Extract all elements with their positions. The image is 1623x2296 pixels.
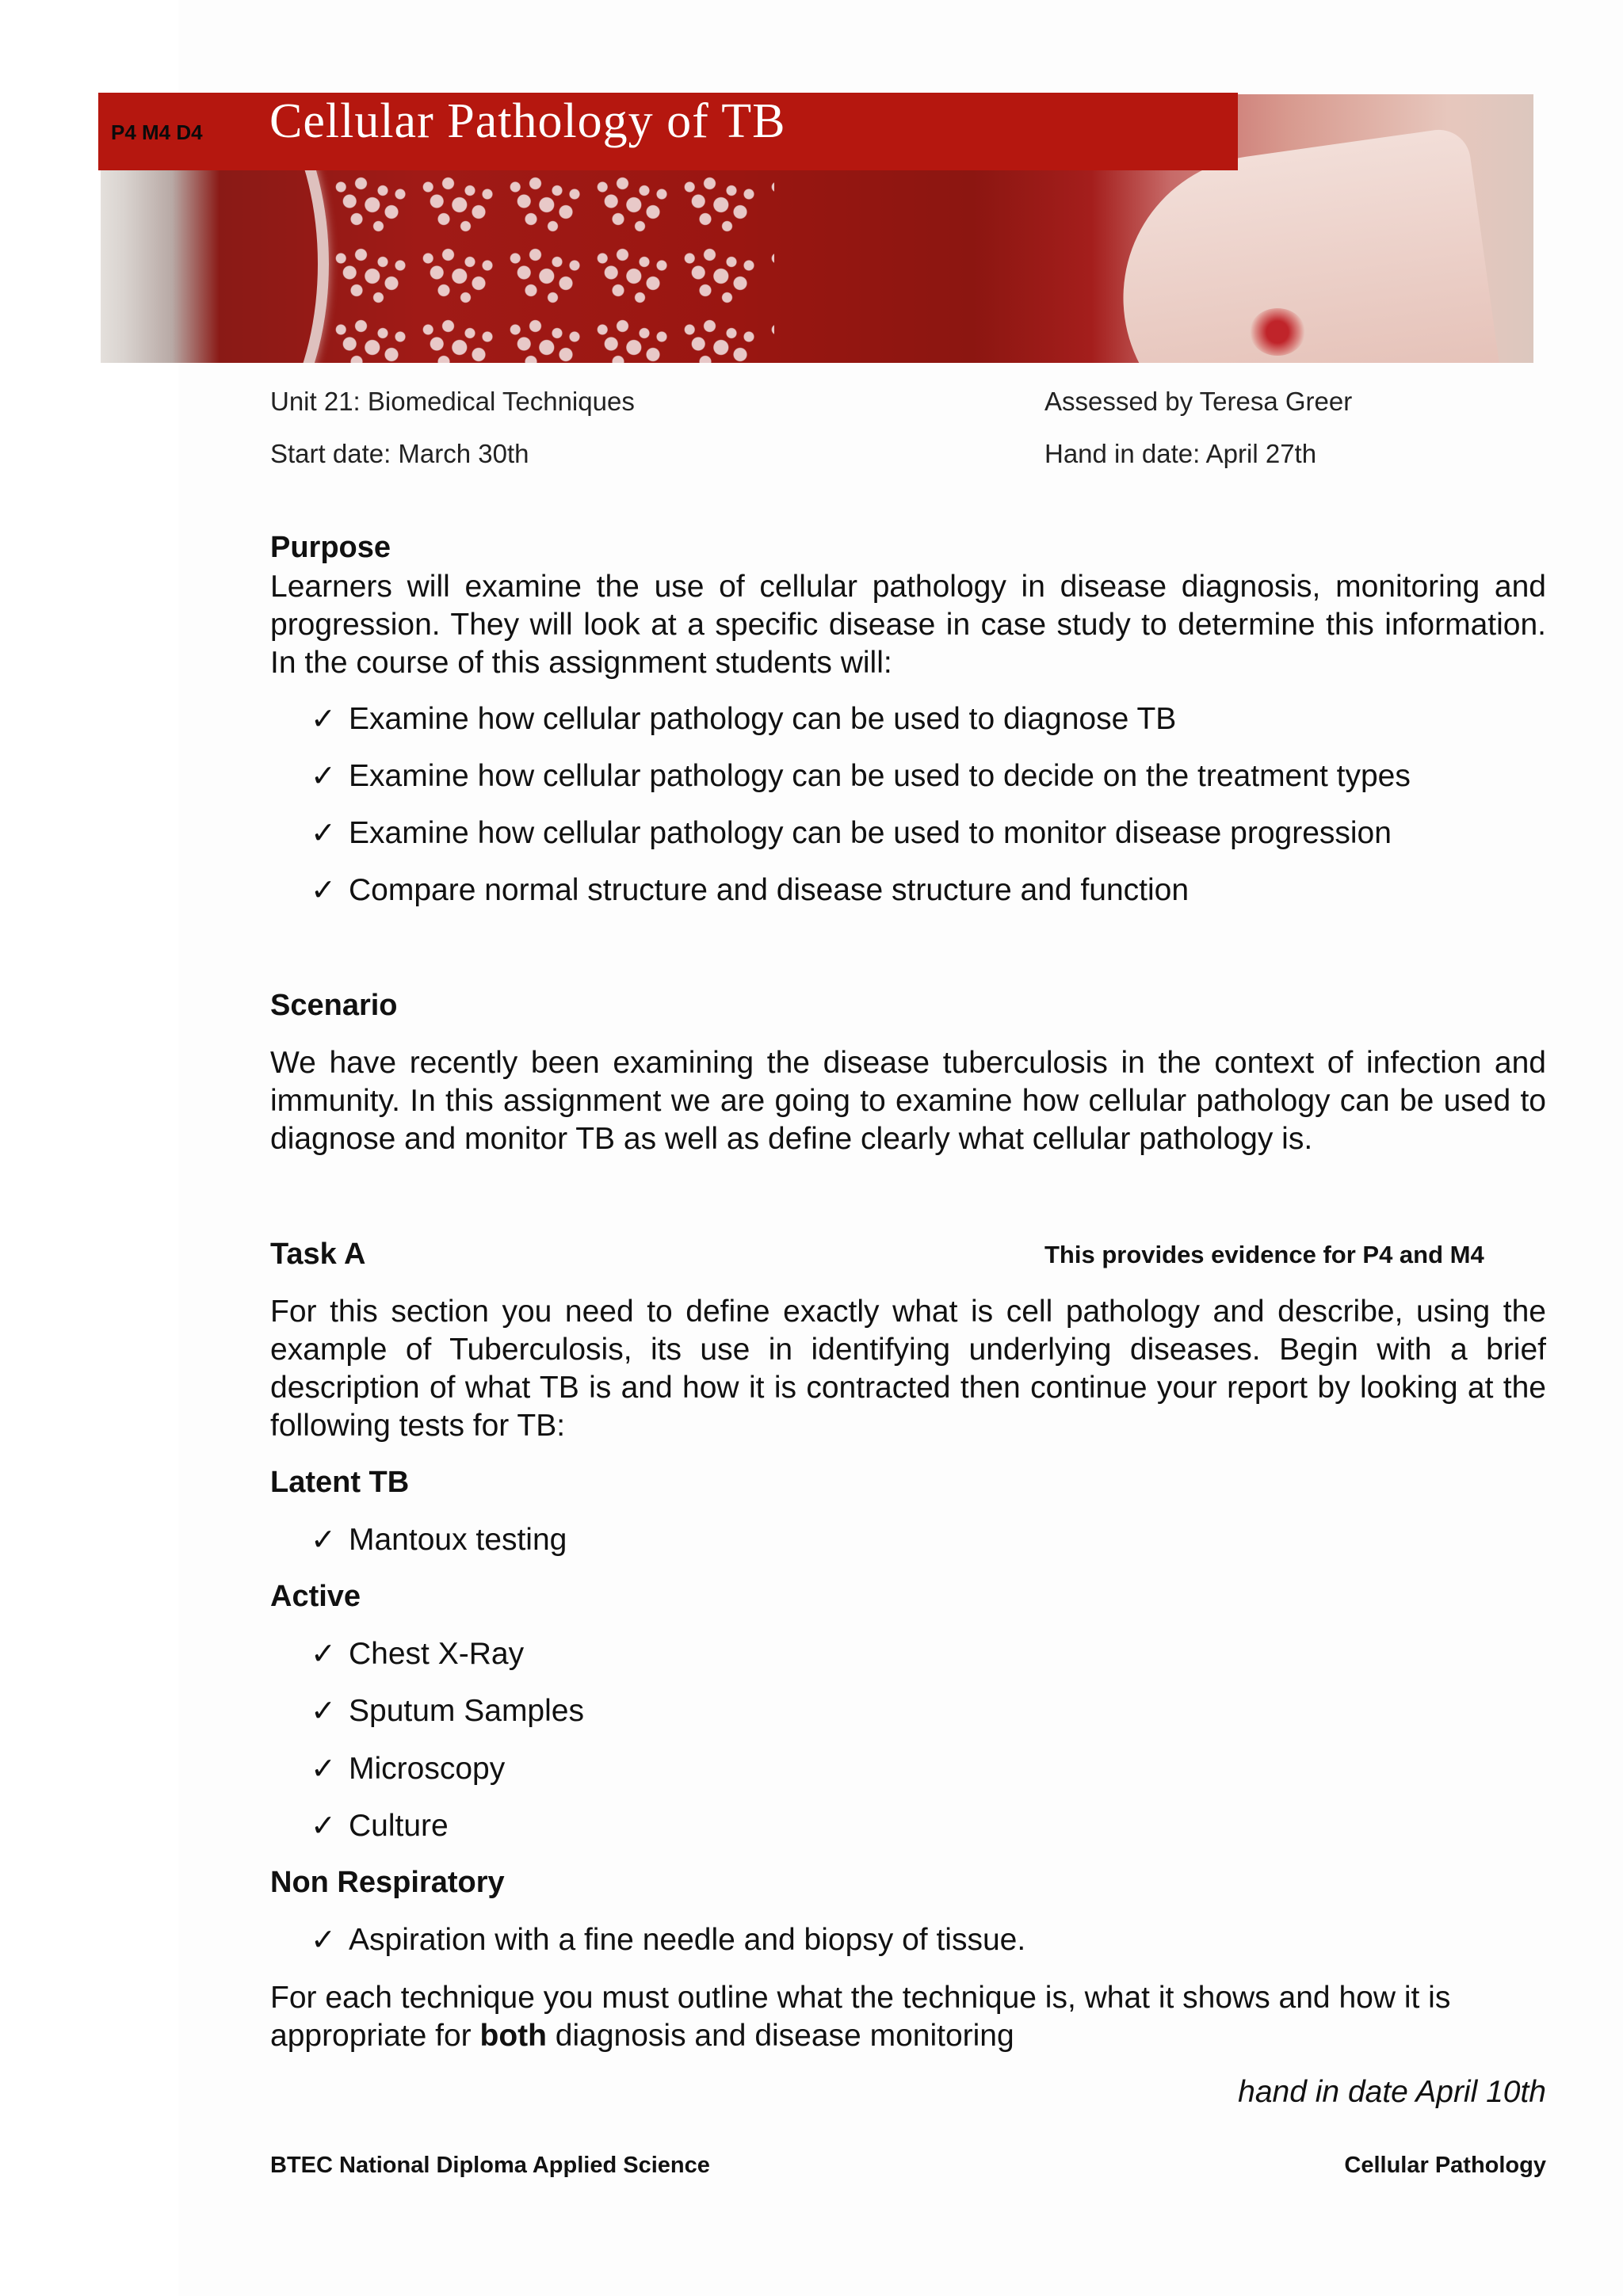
scenario-heading: Scenario	[270, 989, 398, 1022]
check-icon: ✓	[311, 1695, 336, 1728]
non-respiratory-heading: Non Respiratory	[270, 1866, 505, 1899]
latent-tb-heading: Latent TB	[270, 1466, 410, 1499]
footer-course: BTEC National Diploma Applied Science	[270, 2153, 710, 2178]
check-icon: ✓	[311, 1753, 336, 1786]
scenario-text: We have recently been examining the disease tuberculosis in the context of infection and immunity. In this assignment we are going to examine how cellular pathology can be used to diagnose and monitor TB as well as define clearly what cellular pathology is.	[270, 1046, 1546, 1156]
purpose-item: ✓ Examine how cellular pathology can be used to decide on the treatment types	[311, 759, 1411, 793]
test-item: ✓ Aspiration with a fine needle and biopsy of tissue.	[311, 1923, 1026, 1957]
check-icon: ✓	[311, 703, 336, 736]
active-heading: Active	[270, 1580, 361, 1613]
check-icon: ✓	[311, 1524, 336, 1557]
check-icon: ✓	[311, 1810, 336, 1843]
purpose-text: Learners will examine the use of cellular pathology in disease diagnosis, monitoring and progression. They will look at a specific disease in case study to determine this information. In the course of this assignment students will:	[270, 570, 1546, 680]
purpose-item: ✓ Compare normal structure and disease structure and function	[311, 873, 1190, 907]
check-icon: ✓	[311, 817, 336, 850]
test-item: ✓ Mantoux testing	[311, 1523, 567, 1557]
page-title: Cellular Pathology of TB	[269, 94, 786, 148]
task-a-closing: For each technique you must outline what the technique is, what it shows and how it is appropriate for both diagnosis and disease monitoring	[270, 1981, 1451, 2053]
assessor: Assessed by Teresa Greer	[1044, 387, 1353, 416]
check-icon: ✓	[311, 874, 336, 907]
unit-codes: P4 M4 D4	[111, 120, 203, 144]
footer-subject: Cellular Pathology	[1344, 2153, 1546, 2178]
purpose-item: ✓ Examine how cellular pathology can be used to monitor disease progression	[311, 816, 1392, 850]
evidence-note: This provides evidence for P4 and M4	[1044, 1241, 1484, 1268]
test-item: ✓ Culture	[311, 1809, 449, 1843]
hand-in-note: hand in date April 10th	[1238, 2075, 1546, 2109]
check-icon: ✓	[311, 1638, 336, 1671]
purpose-item: ✓ Examine how cellular pathology can be used to diagnose TB	[311, 702, 1177, 736]
check-icon: ✓	[311, 1924, 336, 1957]
mantoux-reaction-spot-image	[1250, 308, 1305, 356]
bacterial-colonies-image	[330, 166, 774, 363]
check-icon: ✓	[311, 760, 336, 793]
unit-name: Unit 21: Biomedical Techniques	[270, 387, 635, 416]
purpose-heading: Purpose	[270, 531, 391, 564]
start-date: Start date: March 30th	[270, 439, 529, 468]
hand-in-date: Hand in date: April 27th	[1044, 439, 1317, 468]
test-item: ✓ Microscopy	[311, 1752, 506, 1786]
task-a-heading: Task A	[270, 1238, 366, 1271]
task-a-intro: For this section you need to define exactly what is cell pathology and describe, using the example of Tuberculosis, its use in identifying underlying diseases. Begin with a brief description of what TB is and how it is contracted then continue your report by looking at the following tests for TB:	[270, 1295, 1546, 1443]
test-item: ✓ Sputum Samples	[311, 1694, 584, 1728]
emphasis-both: both	[479, 2019, 547, 2053]
test-item: ✓ Chest X-Ray	[311, 1637, 525, 1671]
